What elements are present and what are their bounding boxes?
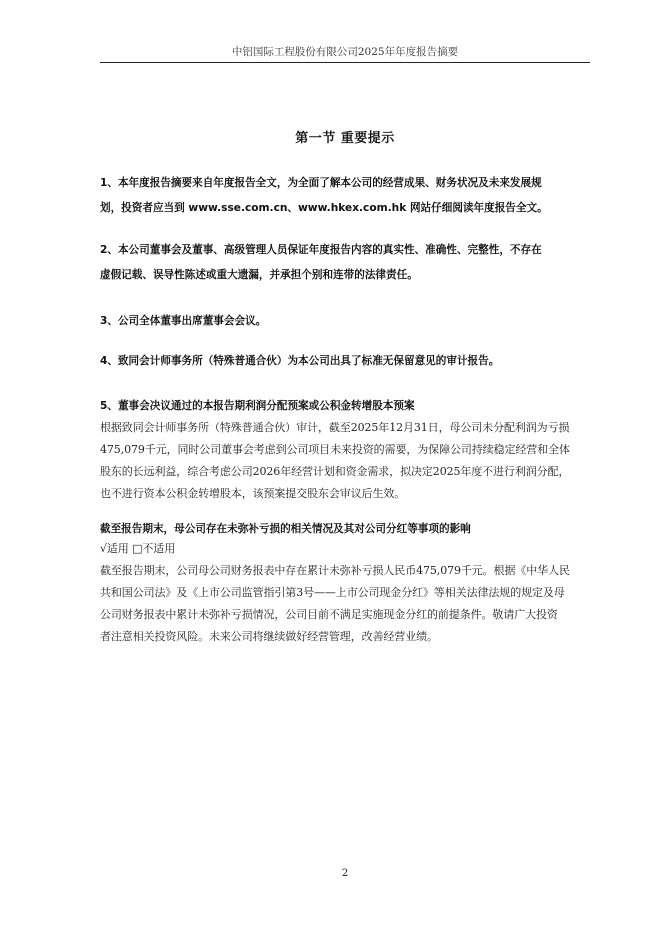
- header-rule: [100, 62, 590, 63]
- profit-distribution-line-2: 475,079千元，同时公司董事会考虑到公司项目未来投资的需要，为保障公司持续稳定经营和全体: [100, 443, 570, 456]
- loss-section-line-1: 截至报告期末，公司母公司财务报表中存在累计未弥补亏损人民币475,079千元。根据《中华人民: [100, 564, 570, 577]
- notice-item-1-line-2: 划，投资者应当到 www.sse.com.cn、www.hkex.com.hk 网站仔细阅读年度报告全文。: [100, 202, 548, 214]
- running-header: 中铝国际工程股份有限公司2025年年度报告摘要: [231, 46, 459, 58]
- profit-distribution-line-3: 股东的长远利益，综合考虑公司2026年经营计划和资金需求，拟决定2025年度不进行利润分配，: [100, 465, 570, 478]
- notice-item-1-line-1: 1、本年度报告摘要来自年度报告全文，为全面了解本公司的经营成果、财务状况及未来发展规: [100, 177, 542, 189]
- page-number: 2: [341, 868, 349, 879]
- notice-item-3-line-1: 3、公司全体董事出席董事会会议。: [100, 315, 267, 327]
- loss-section-line-4: 者注意相关投资风险。未来公司将继续做好经营管理，改善经营业绩。: [100, 630, 438, 643]
- applicability-options: √适用 □不适用: [100, 542, 176, 555]
- section-title: 第一节 重要提示: [295, 131, 395, 146]
- notice-item-2-line-2: 虚假记载、误导性陈述或重大遗漏，并承担个别和连带的法律责任。: [100, 269, 418, 281]
- notice-item-2-line-1: 2、本公司董事会及董事、高级管理人员保证年度报告内容的真实性、准确性、完整性，不存在: [100, 244, 542, 256]
- profit-distribution-line-1: 根据致同会计师事务所（特殊普通合伙）审计，截至2025年12月31日，母公司未分配利润为亏损: [100, 421, 570, 434]
- loss-section-text: [100, 560, 594, 648]
- loss-section-heading: 截至报告期末，母公司存在未弥补亏损的相关情况及其对公司分红等事项的影响: [100, 523, 471, 535]
- loss-section-line-3: 公司财务报表中累计未弥补亏损情况，公司目前不满足实施现金分红的前提条件。敬请广大投资: [100, 608, 558, 621]
- notice-item-4: [100, 349, 594, 374]
- notice-item-3: [100, 309, 594, 334]
- profit-distribution-line-4: 也不进行资本公积金转增股本，该预案提交股东会审议后生效。: [100, 487, 406, 500]
- notice-item-4-line-1: 4、致同会计师事务所（特殊普通合伙）为本公司出具了标准无保留意见的审计报告。: [100, 355, 500, 367]
- notice-item-5-heading: 5、董事会决议通过的本报告期利润分配预案或公积金转增股本预案: [100, 400, 415, 412]
- loss-section-line-2: 共和国公司法》及《上市公司监管指引第3号——上市公司现金分红》等相关法律法规的规定及母: [100, 586, 565, 599]
- notice-item-1: [100, 171, 594, 221]
- profit-distribution-text: [100, 417, 594, 505]
- notice-item-2: [100, 238, 594, 288]
